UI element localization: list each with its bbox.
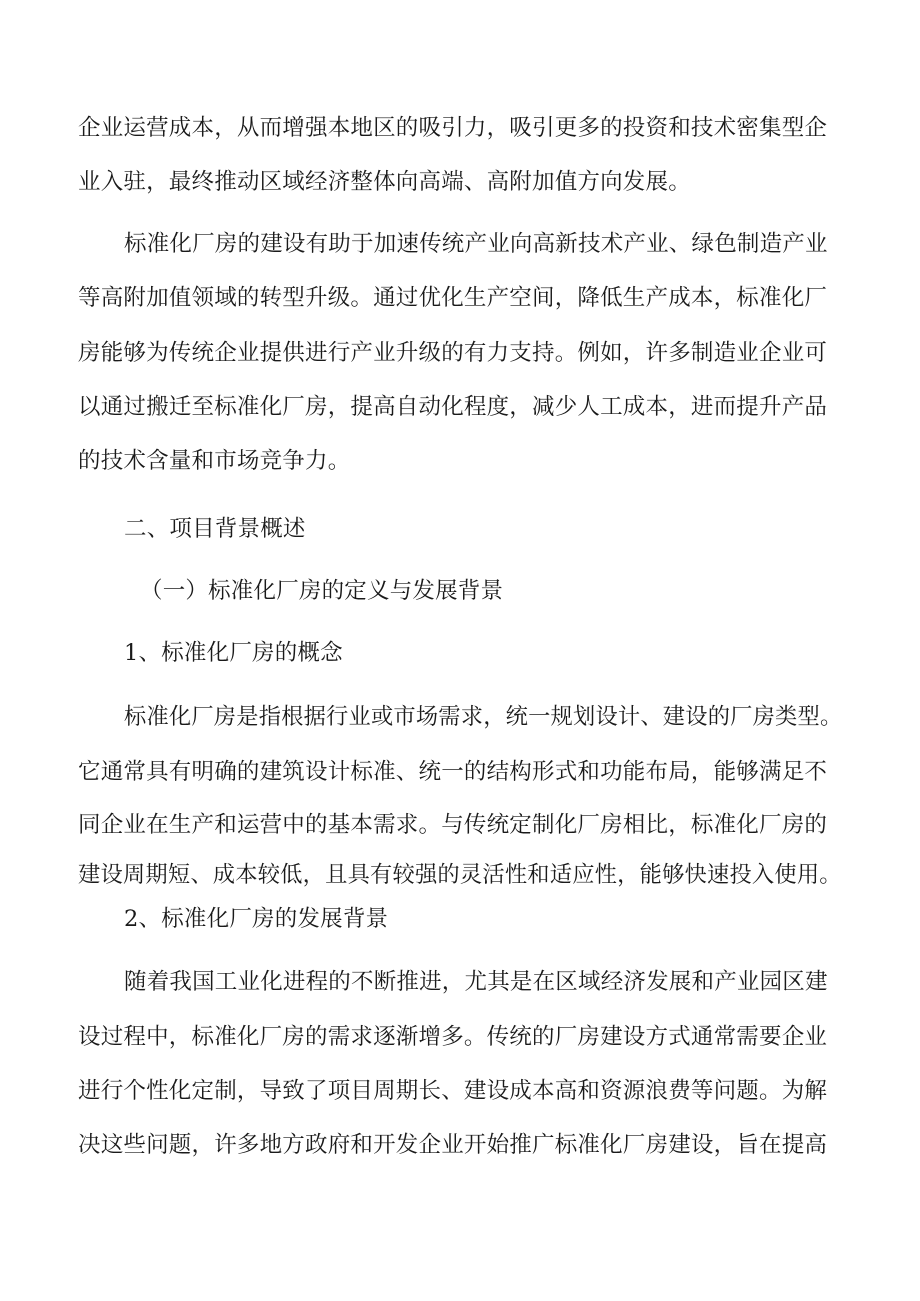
paragraph-line: 业入驻，最终推动区域经济整体向高端、高附加值方向发展。 [78,169,691,195]
section-heading: 二、项目背景概述 [124,516,306,542]
item-heading: 1、标准化厂房的概念 [124,640,343,666]
paragraph-line: 以通过搬迁至标准化厂房，提高自动化程度，减少人工成本，进而提升产品 [78,394,828,420]
subsection-heading: （一）标准化厂房的定义与发展背景 [140,578,504,604]
paragraph-line: 标准化厂房是指根据行业或市场需求，统一规划设计、建设的厂房类型。 [124,704,843,730]
paragraph-line: 等高附加值领域的转型升级。通过优化生产空间，降低生产成本，标准化厂 [78,285,828,311]
paragraph-line: 进行个性化定制，导致了项目周期长、建设成本高和资源浪费等问题。为解 [78,1078,828,1104]
paragraph-line: 房能够为传统企业提供进行产业升级的有力支持。例如，许多制造业企业可 [78,340,828,366]
paragraph-line: 企业运营成本，从而增强本地区的吸引力，吸引更多的投资和技术密集型企 [78,115,828,141]
paragraph-line: 随着我国工业化进程的不断推进，尤其是在区域经济发展和产业园区建 [124,969,828,995]
paragraph-line: 决这些问题，许多地方政府和开发企业开始推广标准化厂房建设，旨在提高 [78,1132,828,1158]
paragraph-line: 它通常具有明确的建筑设计标准、统一的结构形式和功能布局，能够满足不 [78,759,828,785]
item-heading: 2、标准化厂房的发展背景 [124,906,389,932]
paragraph-line: 的技术含量和市场竞争力。 [78,448,351,474]
paragraph-line: 标准化厂房的建设有助于加速传统产业向高新技术产业、绿色制造产业 [124,231,828,257]
paragraph-line: 建设周期短、成本较低，且具有较强的灵活性和适应性，能够快速投入使用。 [78,862,842,888]
paragraph-line: 同企业在生产和运营中的基本需求。与传统定制化厂房相比，标准化厂房的 [78,812,828,838]
paragraph-line: 设过程中，标准化厂房的需求逐渐增多。传统的厂房建设方式通常需要企业 [78,1024,828,1050]
